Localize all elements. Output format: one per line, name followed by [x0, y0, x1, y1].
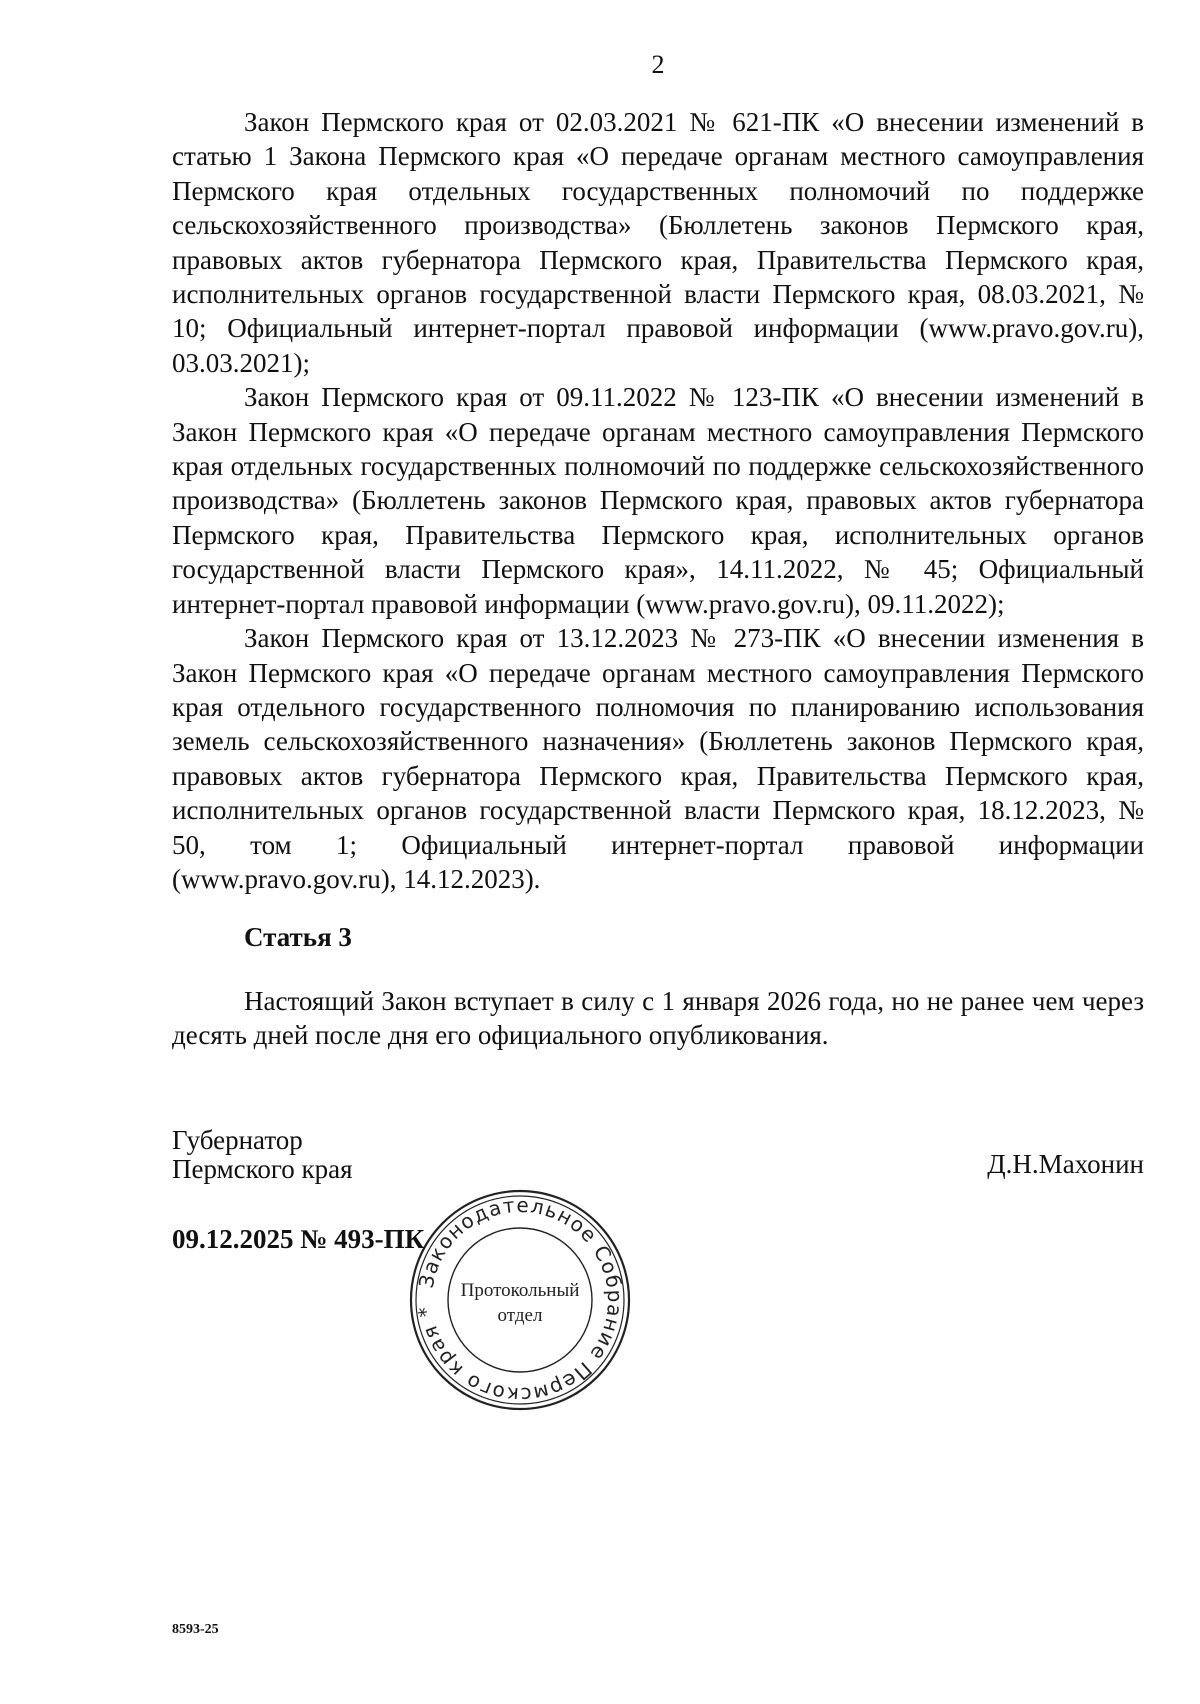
amended-laws-list — [172, 105, 1144, 896]
law-paragraph: Закон Пермского края от 13.12.2023 № 273-ПК «О внесении изменения в Закон Пермского края «О передаче органам местного самоуправления Пермского края отдельного государственного полномочия по планированию использования земель сельскохозяйственного назначения» (Бюллетень законов Пермского края, правовых актов губернатора Пермского края, Правительства Пермского края, исполнительных органов государственной власти Пермского края, 18.12.2023, № 50, том 1; Официальный интернет-портал правовой информации (www.pravo.gov.ru), 14.12.2023). — [172, 623, 1144, 894]
law-reference: 09.12.2025 № 493-ПК — [172, 1224, 425, 1254]
signer-title-line: Пермского края — [172, 1154, 353, 1184]
signer-title-line: Губернатор — [172, 1125, 303, 1155]
stamp-center-line: отдел — [497, 1305, 543, 1326]
document-code: 8593-25 — [172, 1622, 219, 1637]
effective-text: Настоящий Закон вступает в силу с 1 января 2026 года, но не ранее чем через десять дней после дня его официального опубликования. — [172, 986, 1144, 1051]
article-heading: Статья 3 — [244, 922, 352, 952]
signer-title — [172, 1126, 353, 1184]
page-number: 2 — [651, 50, 665, 79]
law-paragraph: Закон Пермского края от 09.11.2022 № 123-ПК «О внесении изменений в Закон Пермского края «О передаче органам местного самоуправления Пермского края отдельных государственных полномочий по поддержке сельскохозяйственного производства» (Бюллетень законов Пермского края, правовых актов губернатора Пермского края, Правительства Пермского края, исполнительных органов государственной власти Пермского края», 14.11.2022, № 45; Официальный интернет-портал правовой информации (www.pravo.gov.ru), 09.11.2022); — [172, 382, 1144, 619]
stamp-center-line: Протокольный — [460, 1280, 580, 1301]
effective-date-paragraph — [172, 984, 1144, 1053]
official-stamp — [405, 1185, 635, 1415]
law-paragraph: Закон Пермского края от 02.03.2021 № 621-ПК «О внесении изменений в статью 1 Закона Пермского края «О передаче органам местного самоуправления Пермского края отдельных государственных полномочий по поддержке сельскохозяйственного производства» (Бюллетень законов Пермского края, правовых актов губернатора Пермского края, Правительства Пермского края, исполнительных органов государственной власти Пермского края, 08.03.2021, № 10; Официальный интернет-портал правовой информации (www.pravo.gov.ru), 03.03.2021); — [172, 107, 1144, 378]
signer-name: Д.Н.Махонин — [987, 1149, 1144, 1179]
stamp-ring-text: Законодательное Собрание Пермского края * — [413, 1192, 628, 1408]
